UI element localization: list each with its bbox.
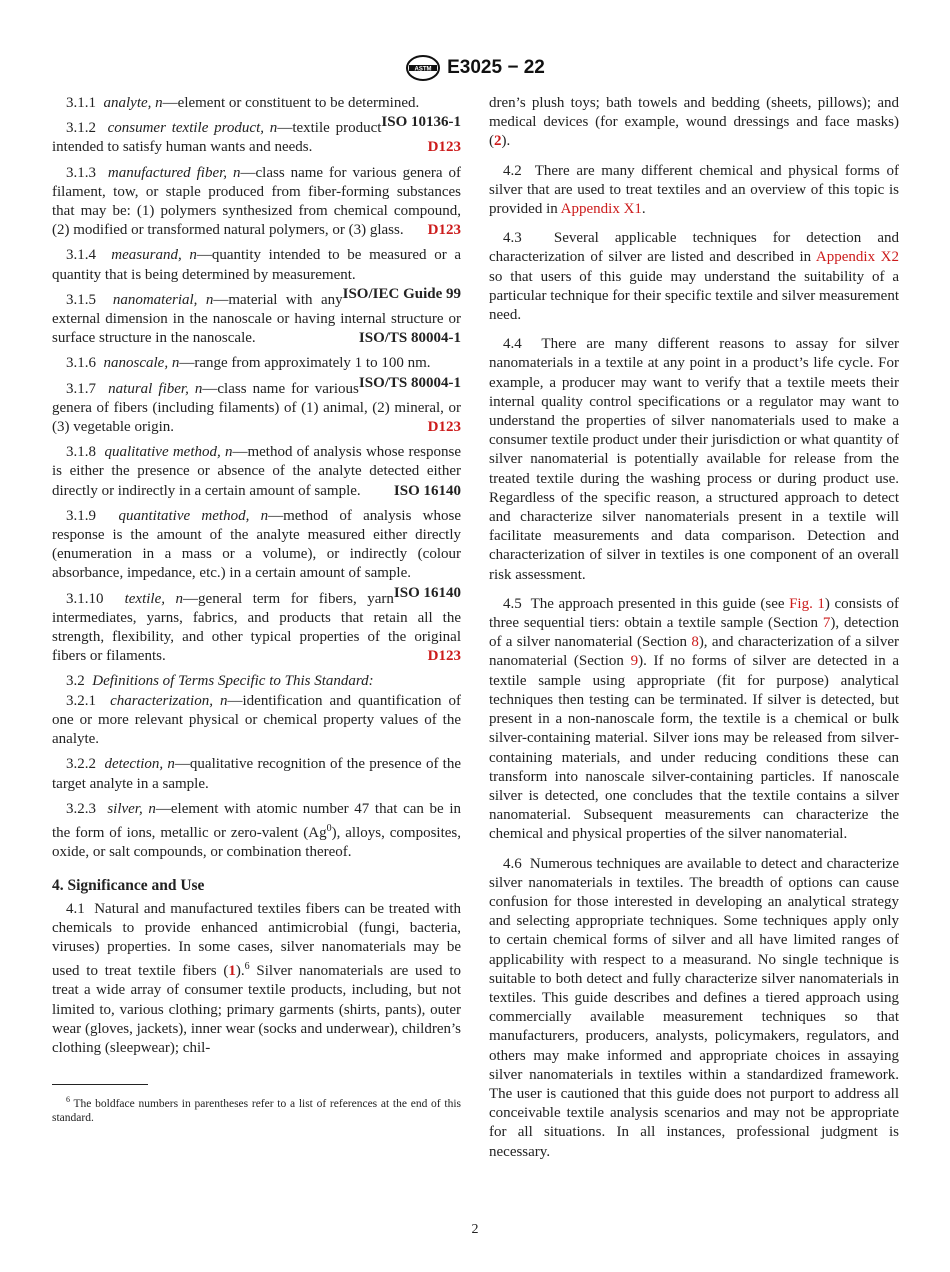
reference-iso-16140[interactable]: ISO 16140	[393, 482, 461, 499]
citation-link[interactable]: 2	[494, 133, 502, 150]
footnote: $^6$ The boldface numbers in parentheses refer to a list of references at the end of this standard.	[52, 1095, 461, 1125]
section-4-heading: 4. Significance and Use	[52, 877, 205, 895]
reference-iso-ts-80004-1[interactable]: ISO/TS 80004-1	[358, 374, 461, 391]
reference-iso-ts-80004-1[interactable]: ISO/TS 80004-1	[358, 330, 461, 347]
section-8-link[interactable]: 8	[691, 634, 699, 651]
definition-3-1-5: 3.1.5 nanomaterial, n—material with any external dimension in the nanoscale or having internal structure or surface structure in the nanoscale. ISO/TS 80004-1	[52, 291, 461, 349]
svg-text:ASTM: ASTM	[414, 66, 432, 73]
paragraph-4-1: 4.1 Natural and manufactured textiles fibers can be treated with chemicals to provide enhanced antimicrobial (fungi, bacteria, viruses) properties. In some cases, silver nanomaterials may be used to treat textile fibers (1).$^6$ Silver nanomaterials are used to treat a wide array of consumer textile products, including, but not limited to, various clothing; primary garments (shirts, pants), outer wear (gloves, jackets), inner wear (socks and underwear), children’s clothing (sleepwear); chil-	[52, 900, 462, 1056]
reference-d123[interactable]: D123	[427, 419, 461, 436]
appendix-x1-link[interactable]: Appendix X1	[560, 201, 642, 218]
definitions-3-2-heading: 3.2 Definitions of Terms Specific to This Standard:	[66, 673, 374, 690]
section-9-link[interactable]: 9	[630, 653, 639, 670]
definition-3-1-1: 3.1.1 analyte, n—element or constituent to be determined. ISO 10136-1	[52, 94, 461, 113]
reference-d123[interactable]: D123	[427, 222, 461, 239]
definition-3-1-7: 3.1.7 natural fiber, n—class name for various genera of fibers (including filaments) of (1) animal, (2) mineral, or (3) vegetable origin. D123	[52, 380, 461, 438]
document-id: E3025 − 22	[447, 57, 545, 78]
reference-iso-10136-1[interactable]: ISO 10136-1	[381, 114, 461, 131]
definition-3-2-1: 3.2.1 characterization, n—identification and quantification of one or more relevant physical or chemical property values of the analyte.	[52, 692, 462, 748]
astm-logo-icon	[405, 54, 441, 82]
figure-1-link[interactable]: Fig. 1	[789, 595, 825, 612]
right-column	[489, 94, 899, 1168]
definition-3-1-9: 3.1.9 quantitative method, n—method of analysis whose response is the amount of the analyte measured either directly (enumeration in a mass or a volume), or indirectly (colour absorbance, impedance, etc.) in a certain amount of sample. ISO 16140	[52, 507, 461, 584]
reference-iso-16140[interactable]: ISO 16140	[393, 584, 461, 601]
definition-3-1-4: 3.1.4 measurand, n—quantity intended to be measured or a quantity that is being determined by measurement. ISO/IEC Guide 99	[52, 246, 461, 284]
reference-d123[interactable]: D123	[427, 139, 461, 156]
page-number: 2	[471, 1222, 479, 1237]
citation-link[interactable]: 1	[228, 963, 236, 980]
paragraph-4-4: 4.4 There are many different reasons to assay for silver nanomaterials in a textile at any point in a product’s life cycle. For example, a producer may want to verify that a textile meets their internal quality control specifications or a regulator may want to understand the properties of silver nanomaterials used to make a consumer textile product under their jurisdiction or what quantity of silver nanomaterial is potentially available for release from the treated textile during the washing process or during product use. Regardless of the specific reason, a structured approach to detect and characterize silver nanomaterials present in a textile will facilitate measurements and data comparison. Detection and characterization of silver in textiles is one component of an overall risk assessment.	[489, 336, 900, 583]
reference-d123[interactable]: D123	[427, 648, 461, 665]
definition-3-1-10: 3.1.10 textile, n—general term for fibers, yarn intermediates, yarns, fabrics, and products that retain all the strength, flexibility, and other typical properties of the original fibers or filaments. D123	[52, 590, 461, 667]
footnote-marker: 6	[244, 961, 250, 973]
paragraph-4-6: 4.6 Numerous techniques are available to detect and characterize silver nanomaterials in textiles. The breadth of options can cause confusion for those interested in developing an analytical strategy and selecting appropriate techniques. Some techniques apply only to certain chemical forms of silver and all have limited ranges of applicability with respect to a measurand. No single technique is suitable to both detect and fully characterize silver nanomaterials in textiles. This guide describes and defines a tiered approach using commercially available measurement techniques so that manufacturers, producers, analysts, policymakers, regulators, and others may make informed and appropriate choices in assaying silver nanomaterials in textiles within a standardized framework. The user is cautioned that this guide does not purport to address all conceivable textile analysis scenarios and may not be appropriate for all situations. In all instances, professional judgment is necessary.	[489, 855, 899, 1160]
definition-3-2-2: 3.2.2 detection, n—qualitative recognition of the presence of the target analyte in a sample.	[52, 756, 461, 792]
footnote-divider	[52, 1084, 148, 1085]
definition-3-1-6: 3.1.6 nanoscale, n—range from approximately 1 to 100 nm. ISO/TS 80004-1	[52, 354, 461, 373]
left-column	[52, 94, 461, 1132]
reference-iso-iec-guide-99[interactable]: ISO/IEC Guide 99	[342, 285, 461, 302]
page-header	[0, 52, 950, 84]
definition-3-2-3: 3.2.3 silver, n—element with atomic number 47 that can be in the form of ions, metallic or zero-valent (Ag$^0$), alloys, composites, oxide, or salt compounds, or combination thereof.	[52, 800, 462, 861]
definition-3-1-8: 3.1.8 qualitative method, n—method of analysis whose response is either the presence or absence of the analyte detected either directly or indirectly in a certain amount of sample. ISO 16140	[52, 443, 461, 501]
definition-3-1-3: 3.1.3 manufactured fiber, n—class name for various genera of filament, tow, or staple produced from fiber-forming substances that may be: (1) polymers synthesized from chemical compound, (2) modified or transformed natural polymers, or (3) glass. D123	[52, 164, 461, 241]
appendix-x2-link[interactable]: Appendix X2	[815, 249, 899, 266]
paragraph-4-5: 4.5 The approach presented in this guide (see Fig. 1) consists of three sequential tiers: obtain a textile sample (Section 7), detection of a silver nanomaterial (Section 8), and characterization of a silver nanomaterial (Section 9). If no forms of silver are detected in a textile sample using appropriate (fit for purpose) analytical techniques then testing can be terminated. If silver is detected, but present in a non-nanoscale form, the textile is a chemical or bulk silver-containing material. Silver ions may be released from silver-containing materials, and under reducing conditions these can transform into nanoscale silver-containing particles. If nanoscale silver is detected, one concludes that the textile contains a silver nanomaterial. Subsequent measurements can characterize the chemical and physical properties of the silver nanomaterial.	[489, 595, 899, 843]
paragraph-4-1-continued: dren’s plush toys; bath towels and bedding (sheets, pillows); and medical devices (for example, wound dressings and face masks) (2).	[489, 95, 899, 150]
section-7-link[interactable]: 7	[822, 615, 831, 632]
paragraph-4-2: 4.2 There are many different chemical and physical forms of silver that are used to treat textiles and an overview of this topic is provided in Appendix X1.	[489, 162, 899, 218]
definition-3-1-2: 3.1.2 consumer textile product, n—textile product intended to satisfy human wants and needs. D123	[52, 119, 461, 157]
paragraph-4-3: 4.3 Several applicable techniques for detection and characterization of silver are listed and described in Appendix X2 so that users of this guide may understand the suitability of a particular technique for their specific textile and silver measurement need.	[489, 230, 899, 324]
